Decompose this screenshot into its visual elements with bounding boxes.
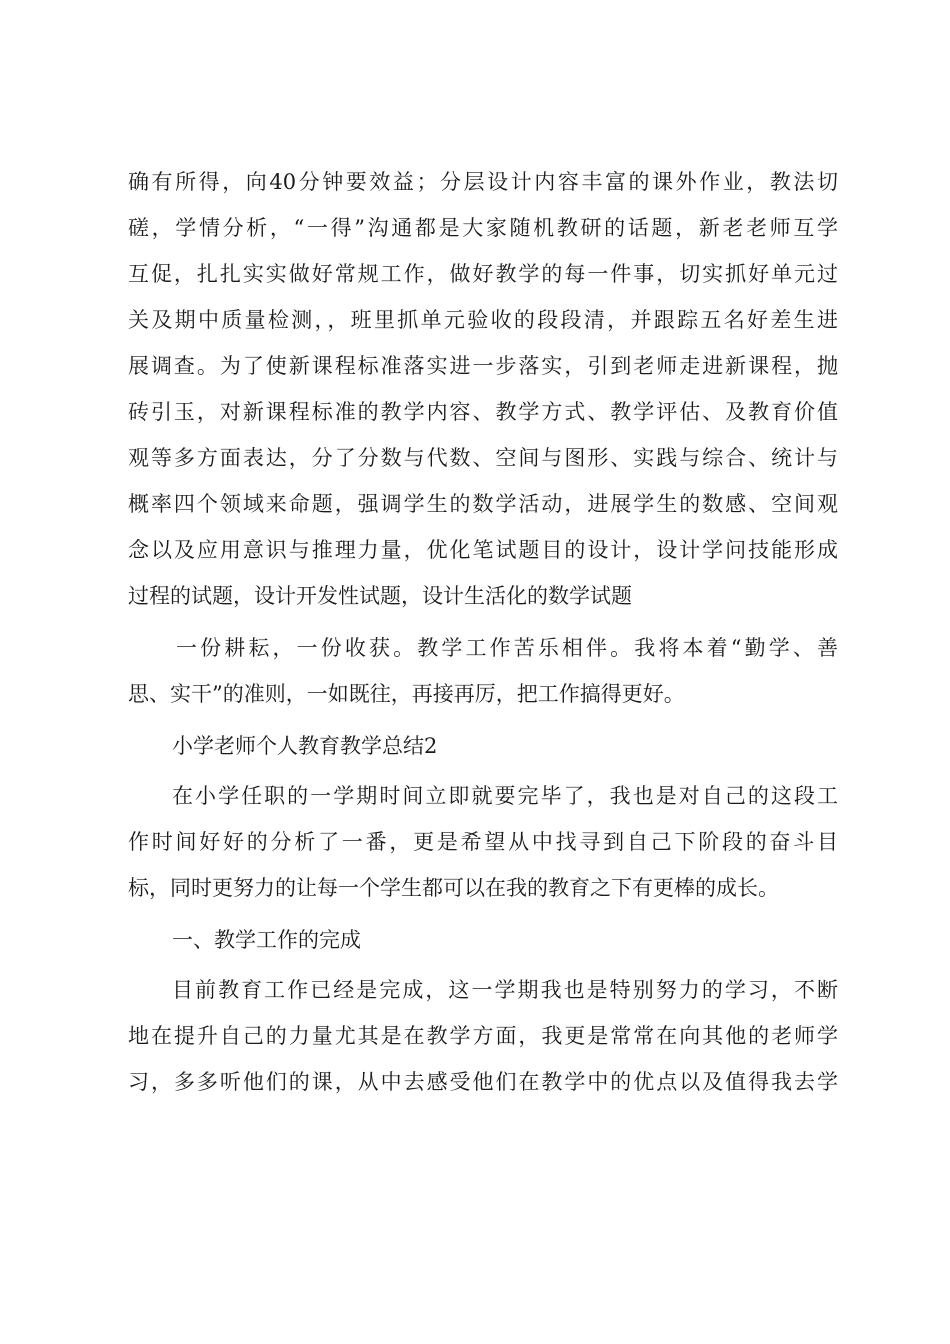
text-line: 标，同时更努力的让每一个学生都可以在我的教育之下有更棒的成长。	[128, 876, 779, 900]
text-line: 地在提升自己的力量尤其是在教学方面，我更是常常在向其他的老师学	[128, 1024, 838, 1048]
text-line: 磋，学情分析，“一得”沟通都是大家随机教研的话题，新老老师互学	[128, 216, 838, 240]
paragraph-conclusion	[128, 625, 838, 717]
subsection-heading: 一、教学工作的完成	[172, 928, 361, 952]
text-line: 作时间好好的分析了一番，更是希望从中找寻到自己下阶段的奋斗目	[128, 830, 838, 854]
text-line: 概率四个领域来命题，强调学生的数学活动，进展学生的数感、空间观	[128, 492, 838, 516]
text-line: 过程的试题，设计开发性试题，设计生活化的数学试题	[128, 584, 632, 608]
paragraph-intro	[128, 773, 838, 911]
text-line: 确有所得，向40分钟要效益；分层设计内容丰富的课外作业，教法切	[128, 170, 838, 194]
text-line: 一份耕耘，一份收获。教学工作苦乐相伴。我将本着“勤学、善	[176, 636, 838, 660]
text-line: 关及期中质量检测，，班里抓单元验收的段段清，并跟踪五名好差生进	[128, 308, 838, 332]
document-body	[128, 159, 838, 1105]
text-line: 观等多方面表达，分了分数与代数、空间与图形、实践与综合、统计与	[128, 446, 838, 470]
paragraph-teaching-research	[128, 159, 838, 619]
text-line: 互促，扎扎实实做好常规工作，做好教学的每一件事，切实抓好单元过	[128, 262, 838, 286]
text-line: 思、实干”的准则，一如既往，再接再厉，把工作搞得更好。	[128, 682, 685, 706]
text-line: 习，多多听他们的课，从中去感受他们在教学中的优点以及值得我去学	[128, 1070, 838, 1094]
section-title: 小学老师个人教育教学总结2	[172, 734, 438, 758]
text-line: 展调查。为了使新课程标准落实进一步落实，引到老师走进新课程，抛	[128, 354, 838, 378]
paragraph-teaching-work	[128, 967, 838, 1105]
text-line: 砖引玉，对新课程标准的教学内容、教学方式、教学评估、及教育价值	[128, 400, 838, 424]
text-line: 念以及应用意识与推理力量，优化笔试题目的设计，设计学问技能形成	[128, 538, 838, 562]
text-line: 目前教育工作已经是完成，这一学期我也是特别努力的学习，不断	[172, 978, 838, 1002]
text-line: 在小学任职的一学期时间立即就要完毕了，我也是对自己的这段工	[172, 784, 838, 808]
